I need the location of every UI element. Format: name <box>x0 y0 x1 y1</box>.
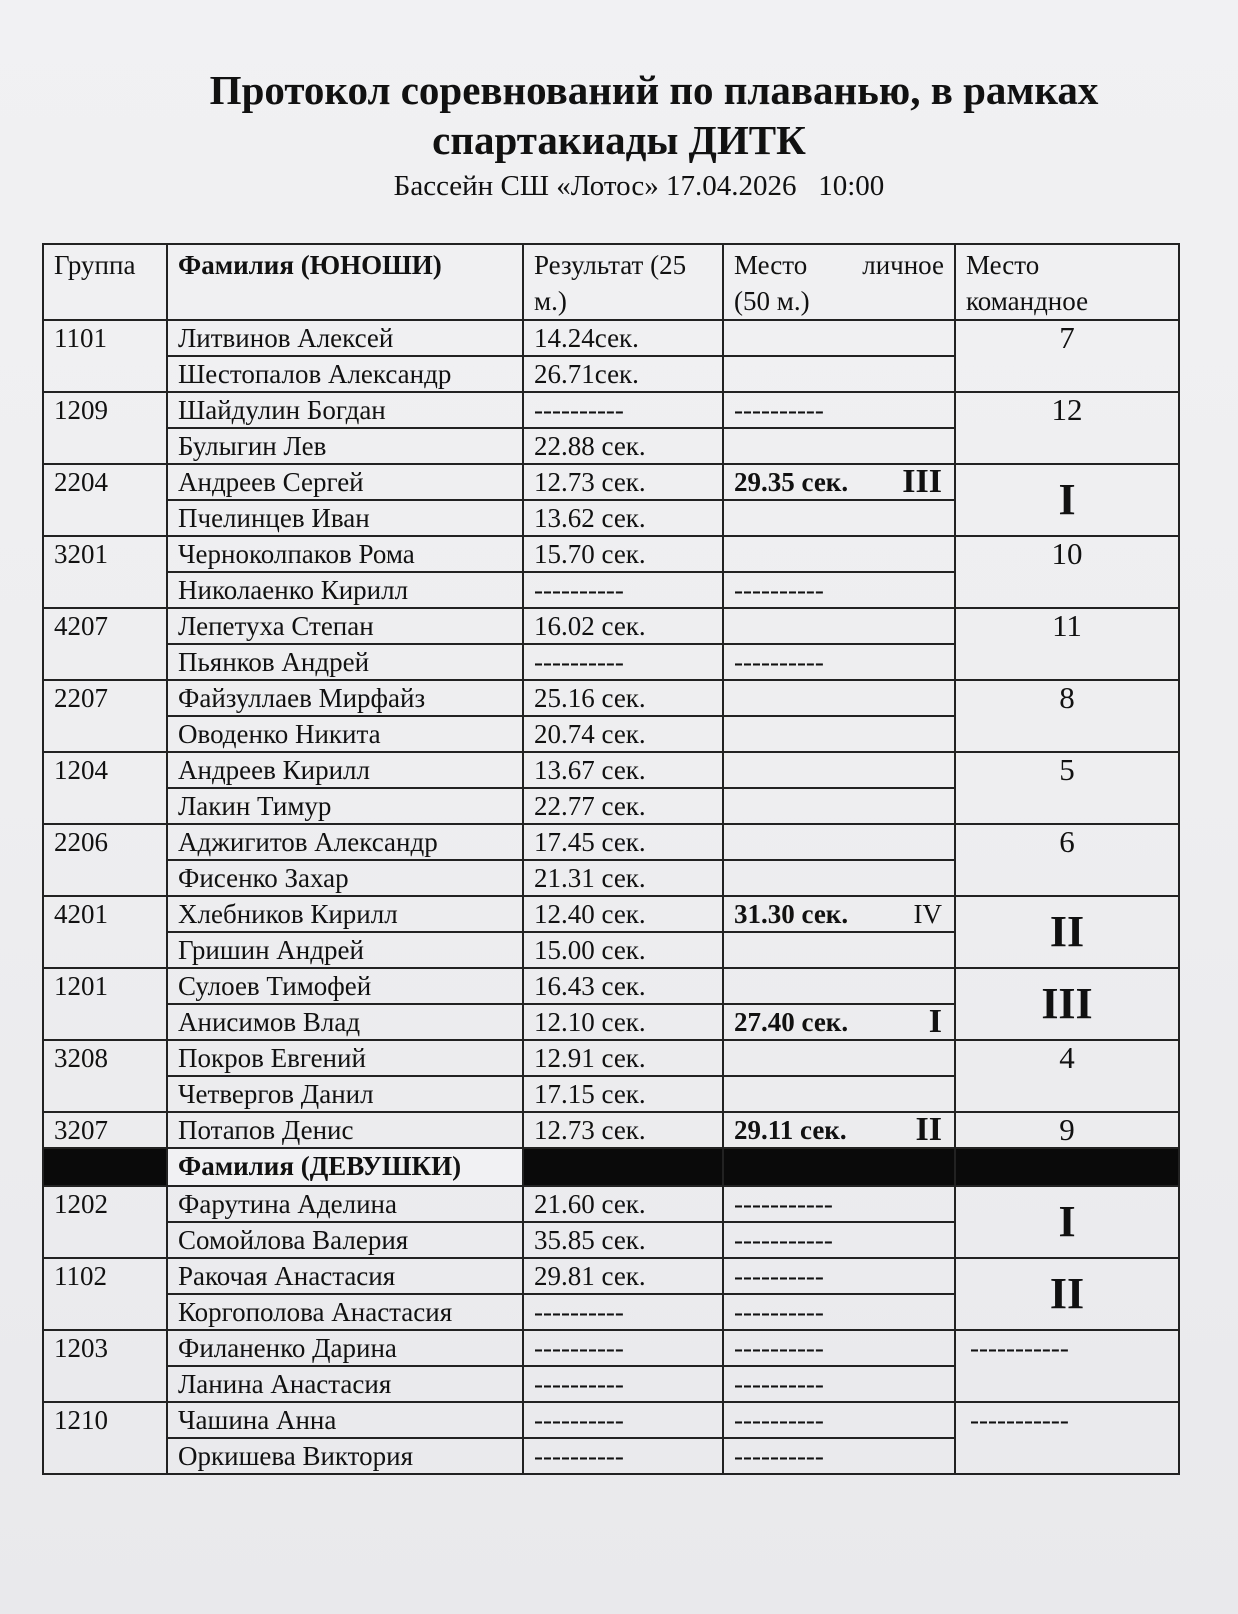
swimmer-name: Лепетуха Степан <box>167 608 523 644</box>
swimmer-name: Аджигитов Александр <box>167 824 523 860</box>
team-place: III <box>955 968 1179 1040</box>
swimmer-name: Ракочая Анастасия <box>167 1258 523 1294</box>
personal-place-50m <box>723 536 955 572</box>
group-number: 4201 <box>43 896 167 968</box>
personal-place-50m <box>723 428 955 464</box>
table-row <box>43 536 1179 572</box>
result-25m: 21.60 сек. <box>523 1186 723 1222</box>
result-25m: 12.73 сек. <box>523 1112 723 1148</box>
result-25m: 29.81 сек. <box>523 1258 723 1294</box>
personal-place-50m <box>723 824 955 860</box>
table-row <box>43 896 1179 932</box>
swimmer-name: Шайдулин Богдан <box>167 392 523 428</box>
team-place: 4 <box>955 1040 1179 1112</box>
group-number: 4207 <box>43 608 167 680</box>
swimmer-name: Шестопалов Александр <box>167 356 523 392</box>
personal-place-50m <box>723 320 955 356</box>
personal-place-50m <box>723 1258 955 1294</box>
result-25m: ---------- <box>523 1366 723 1402</box>
personal-place-50m <box>723 1076 955 1112</box>
group-number: 1210 <box>43 1402 167 1474</box>
swimmer-name: Литвинов Алексей <box>167 320 523 356</box>
column-header-surname: Фамилия (ЮНОШИ) <box>167 244 523 320</box>
girls-section <box>43 1186 1179 1474</box>
swimmer-name: Оркишева Виктория <box>167 1438 523 1474</box>
personal-place-50m <box>723 1222 955 1258</box>
team-place: 9 <box>955 1112 1179 1148</box>
girls-header-row <box>43 1148 1179 1186</box>
results-table <box>42 243 1180 1475</box>
personal-place-50m <box>723 1112 955 1148</box>
personal-time: 29.35 сек. <box>734 467 849 497</box>
swimmer-name: Чашина Анна <box>167 1402 523 1438</box>
table-row <box>43 1186 1179 1222</box>
swimmer-name: Андреев Кирилл <box>167 752 523 788</box>
document-subtitle: Бассейн СШ «Лотос» 17.04.2026 10:00 <box>393 170 885 202</box>
team-place: 10 <box>955 536 1179 608</box>
result-25m: ---------- <box>523 644 723 680</box>
table-row <box>43 968 1179 1004</box>
swimmer-name: Четвергов Данил <box>167 1076 523 1112</box>
swimmer-name: Булыгин Лев <box>167 428 523 464</box>
personal-rank: II <box>915 1112 942 1148</box>
column-header-team-place: Место командное <box>955 244 1179 320</box>
swimmer-name: Сомойлова Валерия <box>167 1222 523 1258</box>
swimmer-name: Оводенко Никита <box>167 716 523 752</box>
swimmer-name: Гришин Андрей <box>167 932 523 968</box>
team-place: 5 <box>955 752 1179 824</box>
group-number: 2207 <box>43 680 167 752</box>
table-row <box>43 680 1179 716</box>
result-25m: 25.16 сек. <box>523 680 723 716</box>
result-25m: 12.91 сек. <box>523 1040 723 1076</box>
swimmer-name: Николаенко Кирилл <box>167 572 523 608</box>
result-25m: 35.85 сек. <box>523 1222 723 1258</box>
result-25m: 12.73 сек. <box>523 464 723 500</box>
group-number: 1102 <box>43 1258 167 1330</box>
result-25m: 21.31 сек. <box>523 860 723 896</box>
result-25m: 12.10 сек. <box>523 1004 723 1040</box>
team-place: 7 <box>955 320 1179 392</box>
personal-place-50m <box>723 968 955 1004</box>
personal-place-50m <box>723 680 955 716</box>
result-25m: 15.00 сек. <box>523 932 723 968</box>
swimmer-name: Потапов Денис <box>167 1112 523 1148</box>
team-place: II <box>955 1258 1179 1330</box>
personal-place-50m <box>723 1186 955 1222</box>
group-number: 3201 <box>43 536 167 608</box>
personal-time: ----------- <box>734 1225 833 1255</box>
personal-time: ---------- <box>734 1369 824 1399</box>
personal-place-50m <box>723 860 955 896</box>
swimmer-name: Коргополова Анастасия <box>167 1294 523 1330</box>
personal-time: ---------- <box>734 575 824 605</box>
group-number: 2204 <box>43 464 167 536</box>
swimmer-name: Файзуллаев Мирфайз <box>167 680 523 716</box>
swimmer-name: Сулоев Тимофей <box>167 968 523 1004</box>
personal-time: ---------- <box>734 1441 824 1471</box>
personal-place-50m <box>723 500 955 536</box>
personal-time: ---------- <box>734 1333 824 1363</box>
swimmer-name: Анисимов Влад <box>167 1004 523 1040</box>
result-25m: 17.15 сек. <box>523 1076 723 1112</box>
personal-place-50m <box>723 608 955 644</box>
result-25m: 15.70 сек. <box>523 536 723 572</box>
table-row <box>43 320 1179 356</box>
personal-place-50m <box>723 1294 955 1330</box>
result-25m: 26.71сек. <box>523 356 723 392</box>
swimmer-name: Филаненко Дарина <box>167 1330 523 1366</box>
team-place: 11 <box>955 608 1179 680</box>
table-row <box>43 1112 1179 1148</box>
table-row <box>43 464 1179 500</box>
personal-place-50m <box>723 752 955 788</box>
personal-rank: IV <box>913 899 942 929</box>
column-header-personal-place-distance: (50 м.) <box>734 286 810 316</box>
column-header-personal-place-word2: личное <box>862 250 944 280</box>
team-place: I <box>955 1186 1179 1258</box>
document-title-line-2: спартакиады ДИТК <box>432 117 806 163</box>
personal-place-50m <box>723 644 955 680</box>
column-header-personal-place-word1: Место <box>734 250 808 280</box>
girls-header-filler <box>43 1148 167 1186</box>
personal-place-50m <box>723 1366 955 1402</box>
team-place: II <box>955 896 1179 968</box>
result-25m: 13.67 сек. <box>523 752 723 788</box>
result-25m: 12.40 сек. <box>523 896 723 932</box>
girls-header-filler <box>523 1148 723 1186</box>
personal-place-50m <box>723 464 955 500</box>
result-25m: 16.02 сек. <box>523 608 723 644</box>
table-row <box>43 608 1179 644</box>
swimmer-name: Хлебников Кирилл <box>167 896 523 932</box>
table-row <box>43 824 1179 860</box>
personal-time: ---------- <box>734 1405 824 1435</box>
group-number: 1201 <box>43 968 167 1040</box>
personal-time: 31.30 сек. <box>734 899 849 929</box>
team-place: 8 <box>955 680 1179 752</box>
swimmer-name: Пчелинцев Иван <box>167 500 523 536</box>
personal-time: 27.40 сек. <box>734 1007 849 1037</box>
personal-place-50m <box>723 356 955 392</box>
result-25m: ---------- <box>523 1330 723 1366</box>
table-row <box>43 752 1179 788</box>
table-row <box>43 1330 1179 1366</box>
swimmer-name: Черноколпаков Рома <box>167 536 523 572</box>
document-title-line-1: Протокол соревнований по плаванью, в рамках <box>209 67 1099 113</box>
personal-place-50m <box>723 1040 955 1076</box>
result-25m: ---------- <box>523 572 723 608</box>
personal-time: 29.11 сек. <box>734 1115 847 1145</box>
personal-place-50m <box>723 1438 955 1474</box>
result-25m: 22.77 сек. <box>523 788 723 824</box>
swimmer-name: Ланина Анастасия <box>167 1366 523 1402</box>
team-place: ----------- <box>955 1402 1179 1474</box>
table-header-row <box>43 244 1179 320</box>
group-number: 1101 <box>43 320 167 392</box>
girls-header-section <box>43 1148 1179 1186</box>
swimmer-name: Лакин Тимур <box>167 788 523 824</box>
result-25m: ---------- <box>523 1438 723 1474</box>
swimmer-name: Фисенко Захар <box>167 860 523 896</box>
result-25m: 22.88 сек. <box>523 428 723 464</box>
table-row <box>43 1258 1179 1294</box>
personal-place-50m <box>723 392 955 428</box>
girls-header-filler <box>723 1148 955 1186</box>
swimmer-name: Пьянков Андрей <box>167 644 523 680</box>
personal-place-50m <box>723 932 955 968</box>
personal-place-50m <box>723 788 955 824</box>
personal-place-50m <box>723 572 955 608</box>
personal-place-50m <box>723 896 955 932</box>
personal-time: ----------- <box>734 1189 833 1219</box>
personal-place-50m <box>723 1004 955 1040</box>
team-place: 12 <box>955 392 1179 464</box>
column-header-group: Группа <box>43 244 167 320</box>
personal-rank: I <box>928 1004 942 1040</box>
result-25m: ---------- <box>523 392 723 428</box>
column-header-personal-place <box>723 244 955 320</box>
result-25m: 14.24сек. <box>523 320 723 356</box>
personal-place-50m <box>723 1402 955 1438</box>
personal-place-50m <box>723 1330 955 1366</box>
group-number: 2206 <box>43 824 167 896</box>
result-25m: ---------- <box>523 1294 723 1330</box>
group-number: 1209 <box>43 392 167 464</box>
swimmer-name: Фарутина Аделина <box>167 1186 523 1222</box>
result-25m: ---------- <box>523 1402 723 1438</box>
swimmer-name: Покров Евгений <box>167 1040 523 1076</box>
column-header-result: Результат (25 м.) <box>523 244 723 320</box>
girls-header-label: Фамилия (ДЕВУШКИ) <box>167 1148 523 1186</box>
group-number: 3207 <box>43 1112 167 1148</box>
girls-header-filler <box>955 1148 1179 1186</box>
result-25m: 17.45 сек. <box>523 824 723 860</box>
personal-time: ---------- <box>734 1297 824 1327</box>
table-row <box>43 392 1179 428</box>
team-place: 6 <box>955 824 1179 896</box>
result-25m: 16.43 сек. <box>523 968 723 1004</box>
result-25m: 13.62 сек. <box>523 500 723 536</box>
table-row <box>43 1040 1179 1076</box>
swimmer-name: Андреев Сергей <box>167 464 523 500</box>
personal-time: ---------- <box>734 1261 824 1291</box>
result-25m: 20.74 сек. <box>523 716 723 752</box>
table-row <box>43 1402 1179 1438</box>
team-place: ----------- <box>955 1330 1179 1402</box>
team-place: I <box>955 464 1179 536</box>
group-number: 1202 <box>43 1186 167 1258</box>
boys-section <box>43 320 1179 1148</box>
group-number: 1203 <box>43 1330 167 1402</box>
group-number: 3208 <box>43 1040 167 1112</box>
group-number: 1204 <box>43 752 167 824</box>
personal-time: ---------- <box>734 395 824 425</box>
personal-rank: III <box>902 464 942 500</box>
personal-time: ---------- <box>734 647 824 677</box>
personal-place-50m <box>723 716 955 752</box>
